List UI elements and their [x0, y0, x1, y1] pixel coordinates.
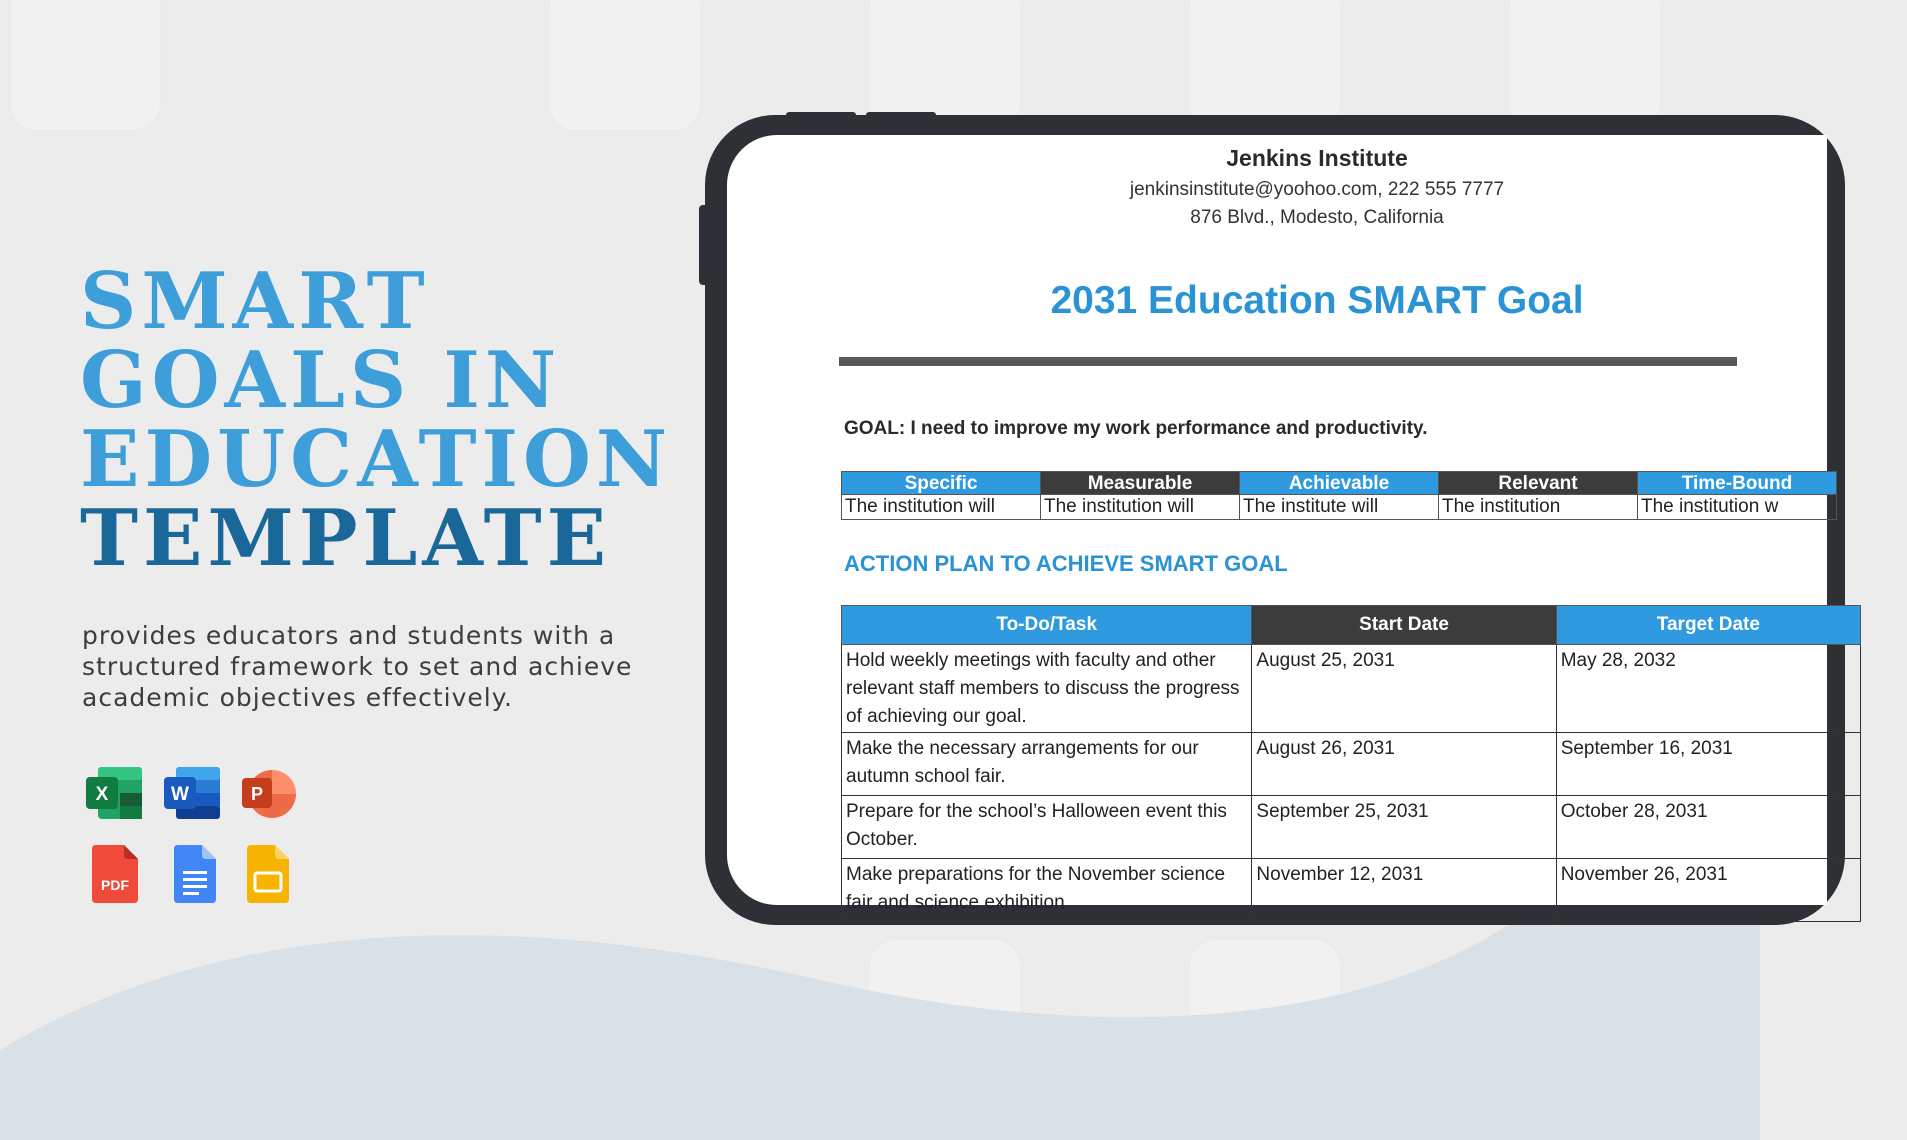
title-divider — [839, 357, 1737, 366]
smart-criteria-table — [841, 471, 1837, 520]
smart-cell-measurable: The institution will — [1041, 495, 1240, 520]
task-cell: Make preparations for the November science fair and science exhibition — [842, 859, 1252, 922]
svg-text:P: P — [250, 784, 264, 804]
smart-header-row — [842, 472, 1837, 495]
task-cell: Prepare for the school’s Halloween event this October. — [842, 796, 1252, 859]
target-date-cell: September 16, 2031 — [1556, 733, 1860, 796]
smart-cell-specific: The institution will — [842, 495, 1041, 520]
smart-header-time-bound: Time-Bound — [1638, 472, 1837, 495]
smart-header-measurable: Measurable — [1041, 472, 1240, 495]
google-docs-icon — [174, 845, 216, 903]
task-cell: Make the necessary arrangements for our autumn school fair. — [842, 733, 1252, 796]
google-slides-icon — [247, 845, 289, 903]
action-plan-table — [841, 605, 1861, 922]
target-date-cell: May 28, 2032 — [1556, 645, 1860, 733]
pdf-icon — [92, 845, 138, 903]
plan-header-target-date: Target Date — [1556, 606, 1860, 645]
plan-header-row — [842, 606, 1861, 645]
headline-line-4: TEMPLATE — [80, 493, 612, 584]
page-headline — [80, 256, 673, 584]
excel-icon — [84, 765, 144, 821]
powerpoint-icon — [240, 767, 298, 821]
start-date-cell: September 25, 2031 — [1252, 796, 1556, 859]
svg-text:X: X — [95, 784, 109, 805]
plan-header-task: To-Do/Task — [842, 606, 1252, 645]
plan-header-start-date: Start Date — [1252, 606, 1556, 645]
headline-line-2: GOALS IN — [80, 335, 562, 426]
table-row — [842, 733, 1861, 796]
goal-statement: GOAL: I need to improve my work performance and productivity. — [844, 418, 1428, 439]
smart-header-achievable: Achievable — [1240, 472, 1439, 495]
table-row — [842, 645, 1861, 733]
smart-cell-relevant: The institution — [1439, 495, 1638, 520]
institution-address: 876 Blvd., Modesto, California — [1190, 207, 1444, 228]
template-description: provides educators and students with a structured framework to set and achieve academic objectives effectively. — [82, 621, 633, 712]
target-date-cell: October 28, 2031 — [1556, 796, 1860, 859]
word-icon — [162, 765, 222, 821]
headline-line-1: SMART — [80, 256, 430, 347]
start-date-cell: November 12, 2031 — [1252, 859, 1556, 922]
table-row — [842, 859, 1861, 922]
institution-name: Jenkins Institute — [1226, 145, 1408, 171]
smart-header-specific: Specific — [842, 472, 1041, 495]
smart-content-row — [842, 495, 1837, 520]
smart-header-relevant: Relevant — [1439, 472, 1638, 495]
start-date-cell: August 26, 2031 — [1252, 733, 1556, 796]
action-plan-title: ACTION PLAN TO ACHIEVE SMART GOAL — [844, 551, 1288, 576]
start-date-cell: August 25, 2031 — [1252, 645, 1556, 733]
table-row — [842, 796, 1861, 859]
svg-text:PDF: PDF — [101, 877, 129, 893]
svg-text:W: W — [171, 784, 189, 805]
smart-cell-time-bound: The institution w — [1638, 495, 1837, 520]
document-title: 2031 Education SMART Goal — [1050, 279, 1584, 322]
institution-contact: jenkinsinstitute@yoohoo.com, 222 555 7777 — [1129, 179, 1505, 200]
task-cell: Hold weekly meetings with faculty and other relevant staff members to discuss the progress of achieving our goal. — [842, 645, 1252, 733]
target-date-cell: November 26, 2031 — [1556, 859, 1860, 922]
headline-line-3: EDUCATION — [80, 414, 673, 505]
tablet-screen — [727, 135, 1827, 913]
smart-cell-achievable: The institute will — [1240, 495, 1439, 520]
